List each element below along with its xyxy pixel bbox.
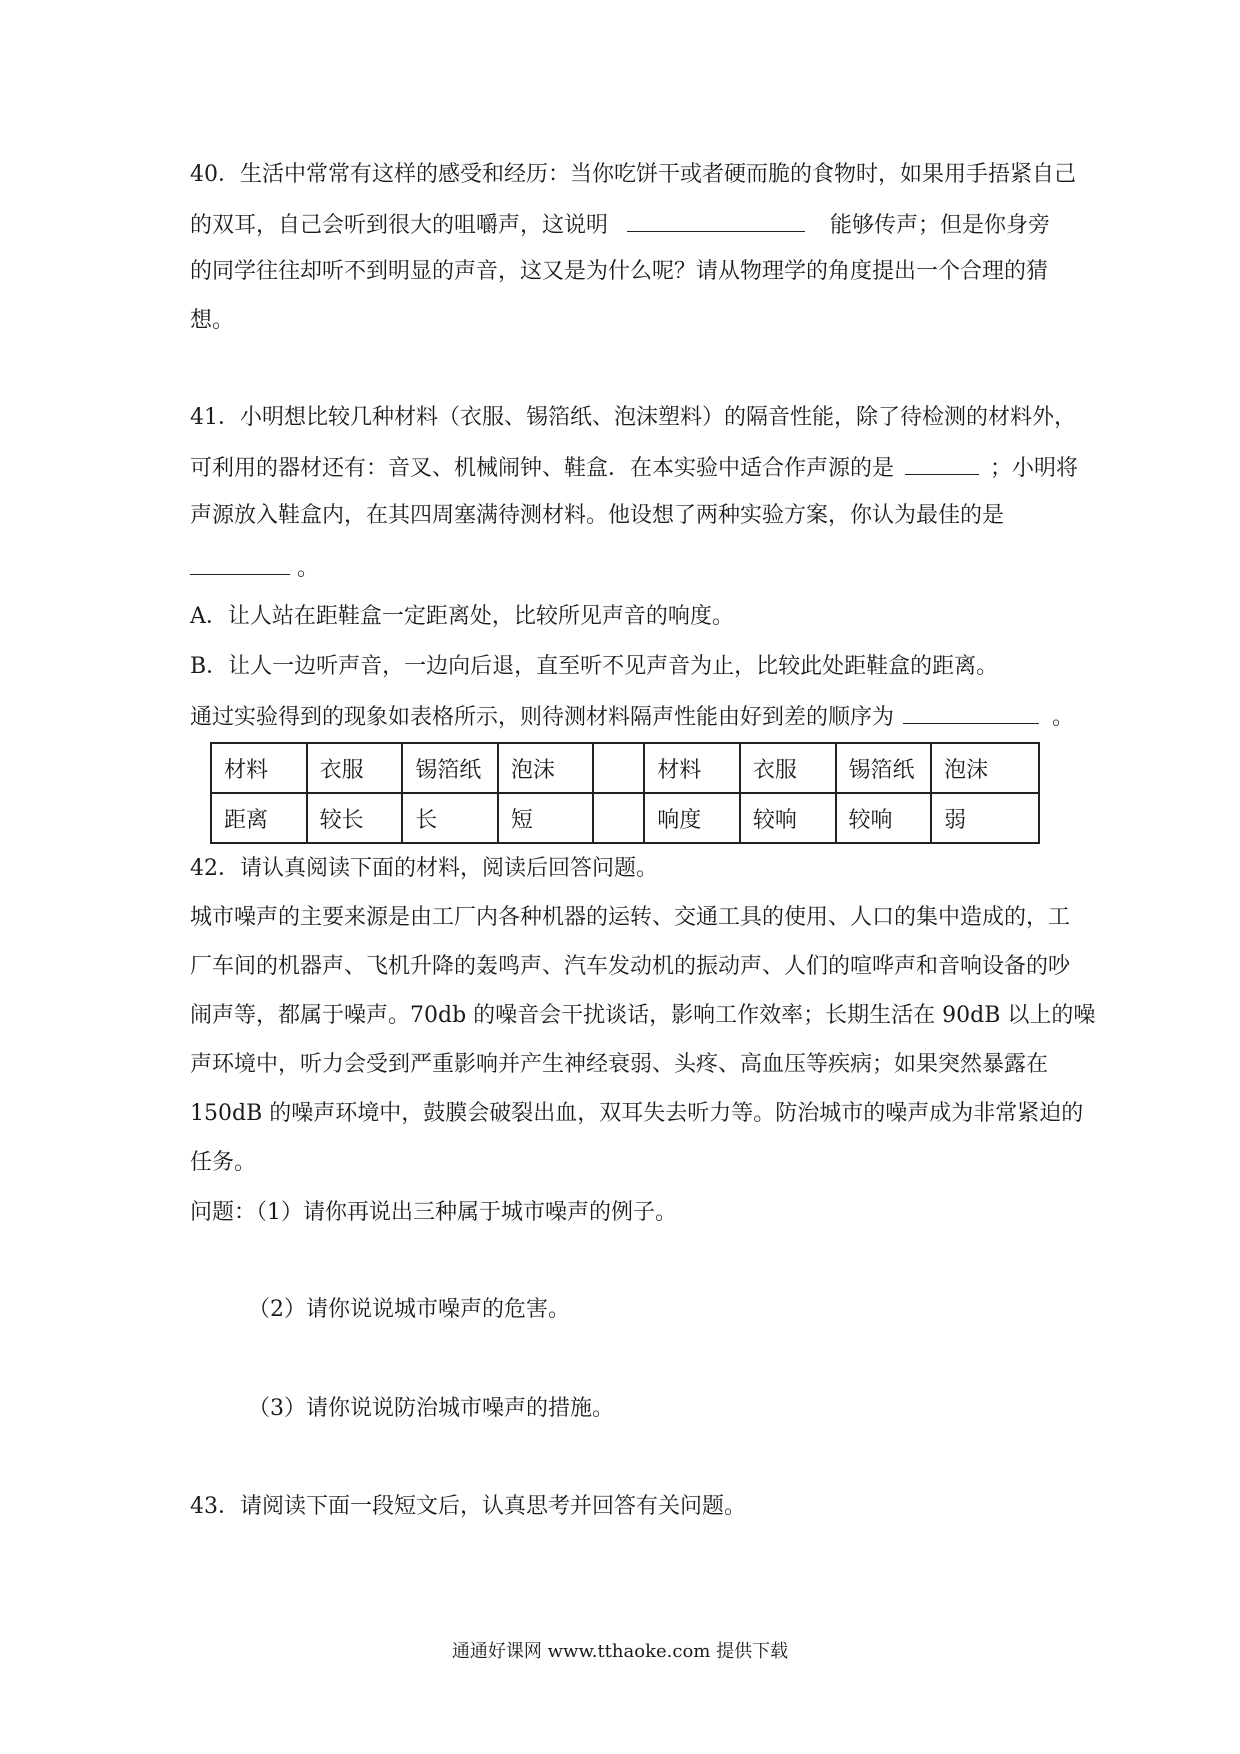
- q41-line-2-after: ；小明将: [990, 456, 1079, 481]
- q40-line-3: 的同学往往却听不到明显的声音，这又是为什么呢？请从物理学的角度提出一个合理的猜: [190, 259, 1049, 284]
- table-cell: 较响: [740, 793, 836, 843]
- q41-option-b: B．让人一边听声音，一边向后退，直至听不见声音为止，比较此处距鞋盒的距离。: [190, 654, 999, 679]
- q41-line-4: [190, 552, 1070, 584]
- q40-answer-blank[interactable]: [627, 209, 805, 232]
- page-footer: 通通好课网 www.tthaoke.com 提供下载: [451, 1641, 789, 1662]
- q40-line-2-after: 能够传声；但是你身旁: [830, 213, 1051, 238]
- q41-result-before: 通过实验得到的现象如表格所示，则待测材料隔声性能由好到差的顺序为: [190, 705, 895, 730]
- q42-paragraph-line-2: 厂车间的机器声、飞机升降的轰鸣声、汽车发动机的振动声、人们的喧哗声和音响设备的吵: [190, 954, 1071, 979]
- table-cell: 材料: [644, 743, 740, 793]
- q41-sound-source-blank[interactable]: [905, 452, 979, 475]
- table-cell: 材料: [211, 743, 307, 793]
- q42-title: 42．请认真阅读下面的材料，阅读后回答问题。: [190, 856, 658, 881]
- table-cell: 短: [498, 793, 594, 843]
- table-cell: [593, 743, 644, 793]
- q42-paragraph-line-3: 闹声等，都属于噪声。70db 的噪音会干扰谈话，影响工作效率；长期生活在 90dB 以上的噪: [190, 1003, 1096, 1028]
- q41-line-4-after: 。: [297, 556, 320, 581]
- table-cell: 锡箔纸: [836, 743, 932, 793]
- q40-line-2-before: 的双耳，自己会听到很大的咀嚼声，这说明: [190, 213, 609, 238]
- table-cell: 衣服: [307, 743, 403, 793]
- table-cell: 弱: [931, 793, 1039, 843]
- q41-results-table: [210, 742, 1040, 844]
- q41-result-after: 。: [1052, 705, 1075, 730]
- table-row: [211, 793, 1039, 843]
- table-cell: 长: [402, 793, 498, 843]
- table-cell: 衣服: [740, 743, 836, 793]
- q40-line-2: [190, 209, 1070, 241]
- q42-paragraph-line-1: 城市噪声的主要来源是由工厂内各种机器的运转、交通工具的使用、人口的集中造成的，工: [190, 905, 1071, 930]
- table-cell: 泡沫: [498, 743, 594, 793]
- table-cell: 较长: [307, 793, 403, 843]
- table-row: [211, 743, 1039, 793]
- q40-line-1: 40．生活中常常有这样的感受和经历：当你吃饼干或者硬而脆的食物时，如果用手捂紧自己: [190, 162, 1076, 187]
- q41-line-2-before: 可利用的器材还有：音叉、机械闹钟、鞋盒．在本实验中适合作声源的是: [190, 456, 895, 481]
- q42-question-3: （3）请你说说防治城市噪声的措施。: [248, 1396, 614, 1421]
- q41-best-plan-blank[interactable]: [190, 552, 290, 575]
- q41-line-1: 41．小明想比较几种材料（衣服、锡箔纸、泡沫塑料）的隔音性能，除了待检测的材料外，: [190, 405, 1076, 430]
- q42-paragraph-line-4: 声环境中，听力会受到严重影响并产生神经衰弱、头疼、高血压等疾病；如果突然暴露在: [190, 1052, 1049, 1077]
- table-cell: 锡箔纸: [402, 743, 498, 793]
- table-cell: 泡沫: [931, 743, 1039, 793]
- table-cell: 响度: [644, 793, 740, 843]
- q41-line-3: 声源放入鞋盒内，在其四周塞满待测材料。他设想了两种实验方案，你认为最佳的是: [190, 503, 1005, 528]
- q40-line-4: 想。: [190, 308, 235, 333]
- table-cell: 距离: [211, 793, 307, 843]
- q41-result-line: [190, 701, 1075, 733]
- table-cell: 较响: [836, 793, 932, 843]
- table-cell: [593, 793, 644, 843]
- q43-title: 43．请阅读下面一段短文后，认真思考并回答有关问题。: [190, 1494, 746, 1519]
- q41-order-blank[interactable]: [903, 701, 1039, 724]
- q42-paragraph-line-6: 任务。: [190, 1150, 257, 1175]
- q42-paragraph-line-5: 150dB 的噪声环境中，鼓膜会破裂出血，双耳失去听力等。防治城市的噪声成为非常紧迫的: [190, 1101, 1084, 1126]
- q42-question-1: 问题：（1）请你再说出三种属于城市噪声的例子。: [190, 1200, 677, 1225]
- q41-line-2: [190, 452, 1079, 484]
- q42-question-2: （2）请你说说城市噪声的危害。: [248, 1297, 570, 1322]
- q41-option-a: A．让人站在距鞋盒一定距离处，比较所见声音的响度。: [190, 604, 734, 629]
